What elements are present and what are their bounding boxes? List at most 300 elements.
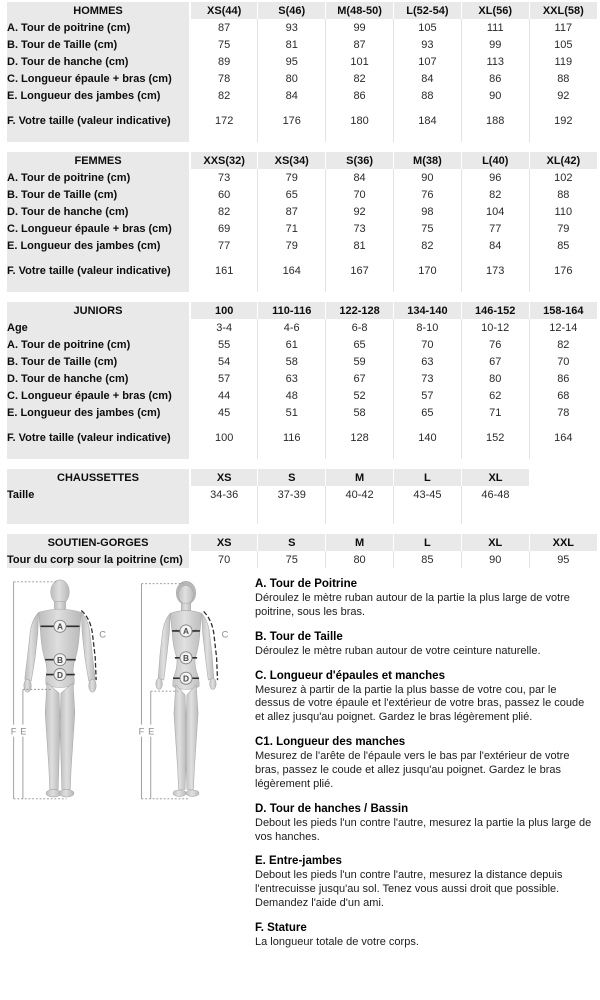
cell-value <box>393 503 461 511</box>
column-header: L(52-54) <box>393 2 461 19</box>
male-figure-wrap <box>9 578 111 961</box>
cell-value: 70 <box>190 551 258 568</box>
cell-value: 70 <box>529 353 597 370</box>
table-row <box>7 87 597 104</box>
inseam-mark-label: E <box>148 726 155 737</box>
cell-value: 81 <box>326 237 394 254</box>
cell-value <box>258 279 326 292</box>
cell-value <box>258 446 326 459</box>
cell-value <box>190 279 258 292</box>
cell-value <box>393 421 461 429</box>
cell-value: 62 <box>461 387 529 404</box>
chest-mark-label: A <box>182 626 190 637</box>
instruction-heading: D. Tour de hanches / Bassin <box>255 802 409 815</box>
cell-value <box>461 279 529 292</box>
cell-value: 63 <box>258 370 326 387</box>
cell-value <box>529 486 597 503</box>
cell-value: 93 <box>258 19 326 36</box>
row-label: D. Tour de hanche (cm) <box>7 370 190 387</box>
table-row <box>7 486 597 503</box>
stature-mark-label: F <box>138 726 145 737</box>
cell-value: 6-8 <box>326 319 394 336</box>
cell-value <box>326 129 394 142</box>
row-label: Taille <box>7 486 190 503</box>
cell-value: 96 <box>461 169 529 186</box>
hip-mark-label: D <box>56 669 64 680</box>
cell-value: 119 <box>529 53 597 70</box>
column-header: XS(44) <box>190 2 258 19</box>
row-label: A. Tour de poitrine (cm) <box>7 19 190 36</box>
cell-value <box>258 129 326 142</box>
cell-value: 93 <box>393 36 461 53</box>
cell-value: 86 <box>529 370 597 387</box>
cell-value: 70 <box>326 186 394 203</box>
cell-value <box>258 511 326 524</box>
size-table-femmes <box>7 152 597 292</box>
header-row <box>7 534 597 551</box>
cell-value: 73 <box>190 169 258 186</box>
cell-value <box>258 104 326 112</box>
table-row <box>7 186 597 203</box>
table-row <box>7 203 597 220</box>
cell-value: 180 <box>326 112 394 129</box>
cell-value: 95 <box>258 53 326 70</box>
measurement-guide <box>7 578 600 961</box>
cell-value: 152 <box>461 429 529 446</box>
cell-value: 86 <box>326 87 394 104</box>
row-label <box>7 254 190 262</box>
cell-value <box>529 511 597 524</box>
column-header: M <box>326 469 394 486</box>
cell-value: 60 <box>190 186 258 203</box>
cell-value: 87 <box>326 36 394 53</box>
instruction-section <box>255 736 594 792</box>
cell-value <box>326 254 394 262</box>
column-header <box>529 469 597 486</box>
cell-value: 81 <box>258 36 326 53</box>
cell-value: 85 <box>393 551 461 568</box>
cell-value <box>461 129 529 142</box>
cell-value: 84 <box>258 87 326 104</box>
cell-value: 73 <box>326 220 394 237</box>
size-table-soutien-gorges <box>7 534 597 568</box>
cell-value <box>529 503 597 511</box>
table-row <box>7 53 597 70</box>
cell-value: 58 <box>258 353 326 370</box>
spacer-row <box>7 446 597 459</box>
cell-value: 84 <box>326 169 394 186</box>
cell-value: 40-42 <box>326 486 394 503</box>
column-header: M <box>326 534 394 551</box>
cell-value: 99 <box>461 36 529 53</box>
cell-value <box>461 503 529 511</box>
cell-value <box>393 511 461 524</box>
cell-value: 65 <box>326 336 394 353</box>
cell-value <box>529 129 597 142</box>
cell-value: 87 <box>190 19 258 36</box>
table-row <box>7 112 597 129</box>
cell-value: 70 <box>393 336 461 353</box>
cell-value: 79 <box>258 169 326 186</box>
hip-mark-label: D <box>182 673 190 684</box>
column-header: L(40) <box>461 152 529 169</box>
cell-value <box>461 446 529 459</box>
table-title: JUNIORS <box>7 302 190 319</box>
size-table-hommes <box>7 2 597 142</box>
cell-value: 188 <box>461 112 529 129</box>
header-row <box>7 302 597 319</box>
cell-value <box>258 503 326 511</box>
cell-value: 75 <box>190 36 258 53</box>
cell-value <box>529 254 597 262</box>
cell-value: 101 <box>326 53 394 70</box>
row-label <box>7 104 190 112</box>
instruction-heading: C1. Longueur des manches <box>255 736 406 749</box>
column-header: XXL(58) <box>529 2 597 19</box>
cell-value: 99 <box>326 19 394 36</box>
cell-value: 85 <box>529 237 597 254</box>
spacer-row <box>7 104 597 112</box>
cell-value: 117 <box>529 19 597 36</box>
table-row <box>7 370 597 387</box>
cell-value: 92 <box>326 203 394 220</box>
instruction-section <box>255 631 594 659</box>
cell-value: 80 <box>258 70 326 87</box>
column-header: S(46) <box>258 2 326 19</box>
spacer-row <box>7 503 597 511</box>
cell-value: 82 <box>529 336 597 353</box>
column-header: XXS(32) <box>190 152 258 169</box>
cell-value: 87 <box>258 203 326 220</box>
row-label: A. Tour de poitrine (cm) <box>7 169 190 186</box>
column-header: 110-116 <box>258 302 326 319</box>
row-label: D. Tour de hanche (cm) <box>7 53 190 70</box>
table-row <box>7 70 597 87</box>
table-row <box>7 353 597 370</box>
table-row <box>7 36 597 53</box>
cell-value: 82 <box>393 237 461 254</box>
cell-value: 68 <box>529 387 597 404</box>
cell-value: 100 <box>190 429 258 446</box>
cell-value: 82 <box>326 70 394 87</box>
cell-value: 80 <box>461 370 529 387</box>
row-label: C. Longueur épaule + bras (cm) <box>7 220 190 237</box>
cell-value: 90 <box>393 169 461 186</box>
cell-value <box>461 511 529 524</box>
cell-value: 71 <box>461 404 529 421</box>
cell-value: 63 <box>393 353 461 370</box>
cell-value: 170 <box>393 262 461 279</box>
row-label: E. Longueur des jambes (cm) <box>7 87 190 104</box>
instruction-body: Debout les pieds l'un contre l'autre, mesurez la partie la plus large de vos hanches. <box>255 816 592 843</box>
table-title: FEMMES <box>7 152 190 169</box>
cell-value <box>529 104 597 112</box>
cell-value <box>529 446 597 459</box>
cell-value <box>190 129 258 142</box>
cell-value: 90 <box>461 551 529 568</box>
instruction-section <box>255 670 594 726</box>
cell-value: 10-12 <box>461 319 529 336</box>
table-row <box>7 220 597 237</box>
cell-value: 80 <box>326 551 394 568</box>
cell-value <box>393 446 461 459</box>
cell-value <box>393 279 461 292</box>
cell-value <box>326 421 394 429</box>
table-row <box>7 169 597 186</box>
instruction-heading: E. Entre-jambes <box>255 855 342 868</box>
row-label: C. Longueur épaule + bras (cm) <box>7 70 190 87</box>
cell-value: 98 <box>393 203 461 220</box>
instruction-section <box>255 922 594 950</box>
cell-value: 95 <box>529 551 597 568</box>
cell-value: 46-48 <box>461 486 529 503</box>
cell-value: 75 <box>393 220 461 237</box>
header-row <box>7 469 597 486</box>
header-row <box>7 2 597 19</box>
body-figures <box>7 578 255 961</box>
chest-mark-label: A <box>56 621 64 632</box>
cell-value: 37-39 <box>258 486 326 503</box>
instruction-body: Mesurez à partir de la partie la plus basse de votre cou, par le dessus de votre épaule et l'extérieur de votre bras, passez le coude et allez jusqu'au poignet. Gardez le bras légèrement plié. <box>255 683 585 724</box>
cell-value: 88 <box>529 186 597 203</box>
cell-value: 76 <box>461 336 529 353</box>
cell-value: 164 <box>529 429 597 446</box>
cell-value: 67 <box>461 353 529 370</box>
column-header: XL(56) <box>461 2 529 19</box>
waist-mark-label: B <box>182 653 190 664</box>
column-header: XL(42) <box>529 152 597 169</box>
cell-value: 105 <box>529 36 597 53</box>
cell-value: 58 <box>326 404 394 421</box>
cell-value: 77 <box>190 237 258 254</box>
cell-value: 12-14 <box>529 319 597 336</box>
instruction-body: Mesurez de l'arête de l'épaule vers le bas par l'extérieur de votre bras, passez le coude et allez jusqu'au poignet. Gardez le bras légèrement plié. <box>255 750 570 790</box>
cell-value: 3-4 <box>190 319 258 336</box>
cell-value <box>529 421 597 429</box>
row-label: E. Longueur des jambes (cm) <box>7 404 190 421</box>
cell-value: 69 <box>190 220 258 237</box>
row-label: B. Tour de Taille (cm) <box>7 353 190 370</box>
cell-value: 173 <box>461 262 529 279</box>
row-label: Age <box>7 319 190 336</box>
cell-value: 65 <box>393 404 461 421</box>
cell-value: 86 <box>461 70 529 87</box>
cell-value: 54 <box>190 353 258 370</box>
cell-value <box>326 104 394 112</box>
cell-value <box>190 503 258 511</box>
cell-value <box>461 421 529 429</box>
cell-value: 164 <box>258 262 326 279</box>
table-row <box>7 19 597 36</box>
measurement-instructions <box>255 578 600 961</box>
row-label <box>7 279 190 292</box>
cell-value: 161 <box>190 262 258 279</box>
cell-value: 84 <box>461 237 529 254</box>
table-row <box>7 336 597 353</box>
column-header: S <box>258 469 326 486</box>
instruction-section <box>255 803 594 845</box>
cell-value: 128 <box>326 429 394 446</box>
column-header: M(48-50) <box>326 2 394 19</box>
row-label <box>7 446 190 459</box>
column-header: 146-152 <box>461 302 529 319</box>
cell-value: 61 <box>258 336 326 353</box>
spacer-row <box>7 511 597 524</box>
cell-value: 77 <box>461 220 529 237</box>
cell-value: 55 <box>190 336 258 353</box>
spacer-row <box>7 421 597 429</box>
row-label: A. Tour de poitrine (cm) <box>7 336 190 353</box>
table-row <box>7 237 597 254</box>
column-header: L <box>393 534 461 551</box>
column-header: XXL <box>529 534 597 551</box>
cell-value <box>326 279 394 292</box>
column-header: 122-128 <box>326 302 394 319</box>
waist-mark-label: B <box>56 654 64 665</box>
row-label: F. Votre taille (valeur indicative) <box>7 112 190 129</box>
cell-value: 82 <box>190 87 258 104</box>
cell-value: 167 <box>326 262 394 279</box>
table-row <box>7 262 597 279</box>
cell-value <box>461 254 529 262</box>
instruction-heading: F. Stature <box>255 922 307 935</box>
cell-value: 92 <box>529 87 597 104</box>
cell-value: 78 <box>529 404 597 421</box>
arm-mark-label: C <box>99 629 107 640</box>
cell-value <box>190 421 258 429</box>
instruction-heading: A. Tour de Poitrine <box>255 578 358 590</box>
cell-value: 84 <box>393 70 461 87</box>
table-title: SOUTIEN-GORGES <box>7 534 190 551</box>
column-header: XS(34) <box>258 152 326 169</box>
cell-value: 79 <box>258 237 326 254</box>
cell-value: 8-10 <box>393 319 461 336</box>
table-title: HOMMES <box>7 2 190 19</box>
stature-mark-label: F <box>10 726 17 737</box>
inseam-mark-label: E <box>20 726 27 737</box>
row-label: B. Tour de Taille (cm) <box>7 186 190 203</box>
cell-value: 48 <box>258 387 326 404</box>
table-row <box>7 319 597 336</box>
spacer-row <box>7 279 597 292</box>
column-header: XL <box>461 534 529 551</box>
instruction-section <box>255 855 594 911</box>
spacer-row <box>7 129 597 142</box>
cell-value <box>258 254 326 262</box>
row-label <box>7 503 190 511</box>
row-label: F. Votre taille (valeur indicative) <box>7 262 190 279</box>
cell-value <box>258 421 326 429</box>
cell-value <box>393 104 461 112</box>
cell-value: 116 <box>258 429 326 446</box>
instruction-section <box>255 578 594 620</box>
cell-value: 57 <box>393 387 461 404</box>
size-table-juniors <box>7 302 597 459</box>
cell-value: 76 <box>393 186 461 203</box>
cell-value: 52 <box>326 387 394 404</box>
cell-value: 51 <box>258 404 326 421</box>
row-label: Tour du corp sour la poitrine (cm) <box>7 551 190 568</box>
row-label: D. Tour de hanche (cm) <box>7 203 190 220</box>
cell-value <box>190 511 258 524</box>
female-body-figure <box>135 578 237 810</box>
cell-value <box>326 511 394 524</box>
cell-value: 75 <box>258 551 326 568</box>
column-header: 158-164 <box>529 302 597 319</box>
column-header: XL <box>461 469 529 486</box>
cell-value <box>393 254 461 262</box>
cell-value: 172 <box>190 112 258 129</box>
instruction-body: La longueur totale de votre corps. <box>255 936 419 949</box>
cell-value: 78 <box>190 70 258 87</box>
cell-value <box>461 104 529 112</box>
column-header: 100 <box>190 302 258 319</box>
column-header: M(38) <box>393 152 461 169</box>
row-label <box>7 421 190 429</box>
cell-value: 111 <box>461 19 529 36</box>
row-label <box>7 511 190 524</box>
cell-value: 34-36 <box>190 486 258 503</box>
row-label: C. Longueur épaule + bras (cm) <box>7 387 190 404</box>
cell-value: 89 <box>190 53 258 70</box>
table-title: CHAUSSETTES <box>7 469 190 486</box>
cell-value: 104 <box>461 203 529 220</box>
size-table-chaussettes <box>7 469 597 524</box>
cell-value <box>190 446 258 459</box>
instruction-body: Déroulez le mètre ruban autour de la partie la plus large de votre poitrine, sous les bras. <box>255 592 570 618</box>
column-header: XS <box>190 534 258 551</box>
male-body-silhouette <box>24 580 96 797</box>
cell-value: 4-6 <box>258 319 326 336</box>
table-row <box>7 387 597 404</box>
cell-value: 59 <box>326 353 394 370</box>
female-figure-wrap <box>135 578 237 961</box>
cell-value: 71 <box>258 220 326 237</box>
cell-value <box>529 279 597 292</box>
cell-value: 176 <box>258 112 326 129</box>
cell-value: 57 <box>190 370 258 387</box>
cell-value: 90 <box>461 87 529 104</box>
column-header: S(36) <box>326 152 394 169</box>
cell-value <box>326 503 394 511</box>
cell-value: 88 <box>393 87 461 104</box>
row-label: F. Votre taille (valeur indicative) <box>7 429 190 446</box>
table-row <box>7 551 597 568</box>
table-row <box>7 404 597 421</box>
cell-value: 105 <box>393 19 461 36</box>
header-row <box>7 152 597 169</box>
size-tables <box>7 2 600 568</box>
instruction-body: Déroulez le mètre ruban autour de votre ceinture naturelle. <box>255 644 541 657</box>
instruction-body: Debout les pieds l'un contre l'autre, mesurez la distance depuis l'entrecuisse jusqu'au sol. Tenez vous aussi droit que possible. Demandez l'aide d'un ami. <box>255 869 563 910</box>
cell-value: 110 <box>529 203 597 220</box>
cell-value: 88 <box>529 70 597 87</box>
row-label <box>7 129 190 142</box>
cell-value: 82 <box>190 203 258 220</box>
cell-value: 43-45 <box>393 486 461 503</box>
column-header: XS <box>190 469 258 486</box>
cell-value <box>393 129 461 142</box>
row-label: E. Longueur des jambes (cm) <box>7 237 190 254</box>
cell-value: 65 <box>258 186 326 203</box>
cell-value: 107 <box>393 53 461 70</box>
column-header: S <box>258 534 326 551</box>
table-row <box>7 429 597 446</box>
cell-value: 176 <box>529 262 597 279</box>
cell-value: 82 <box>461 186 529 203</box>
instruction-heading: C. Longueur d'épaules et manches <box>255 669 445 682</box>
cell-value: 67 <box>326 370 394 387</box>
